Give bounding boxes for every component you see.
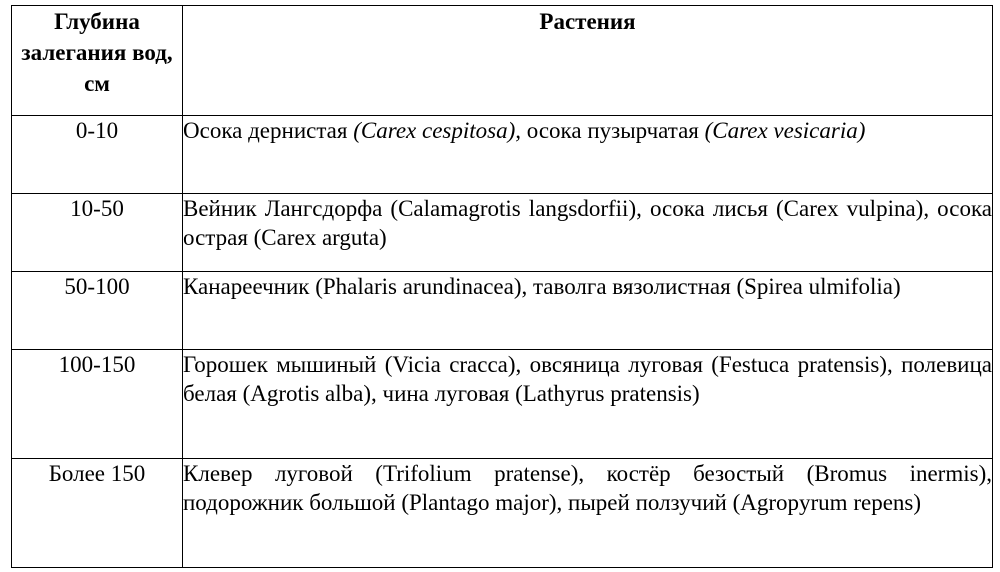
header-depth: Глубина залегания вод, см xyxy=(12,6,183,116)
plant-text: осока пузырчатая xyxy=(521,118,705,143)
plant-text: Осока дернистая xyxy=(183,118,354,143)
groundwater-plants-table xyxy=(11,5,993,568)
depth-cell: 50-100 xyxy=(12,272,183,350)
plants-cell: Канареечник (Phalaris arundinacea), таволга вязолистная (Spirea ulmifolia) xyxy=(183,272,993,350)
depth-cell: 0-10 xyxy=(12,116,183,194)
depth-cell: 10-50 xyxy=(12,194,183,272)
table-row xyxy=(12,459,993,568)
plant-latin: (Carex cespitosa), xyxy=(353,118,521,143)
plants-cell: Горошек мышиный (Vicia cracca), овсяница луговая (Festuca pratensis), полевица белая (Agrotis alba), чина луговая (Lathyrus pratensis) xyxy=(183,350,993,459)
header-plants: Растения xyxy=(183,6,993,116)
table-row xyxy=(12,116,993,194)
table-row xyxy=(12,272,993,350)
table-row xyxy=(12,194,993,272)
plants-cell: Клевер луговой (Trifolium pratense), костёр безостый (Bromus inermis), подорожник большой (Plantago major), пырей ползучий (Agropyrum repens) xyxy=(183,459,993,568)
plants-cell: Вейник Лангсдорфа (Calamagrotis langsdorfii), осока лисья (Carex vulpina), осока острая (Carex arguta) xyxy=(183,194,993,272)
depth-cell: 100-150 xyxy=(12,350,183,459)
table-header-row xyxy=(12,6,993,116)
table-row xyxy=(12,350,993,459)
depth-cell: Более 150 xyxy=(12,459,183,568)
plants-cell xyxy=(183,116,993,194)
plant-latin: (Carex vesicaria) xyxy=(704,118,866,143)
